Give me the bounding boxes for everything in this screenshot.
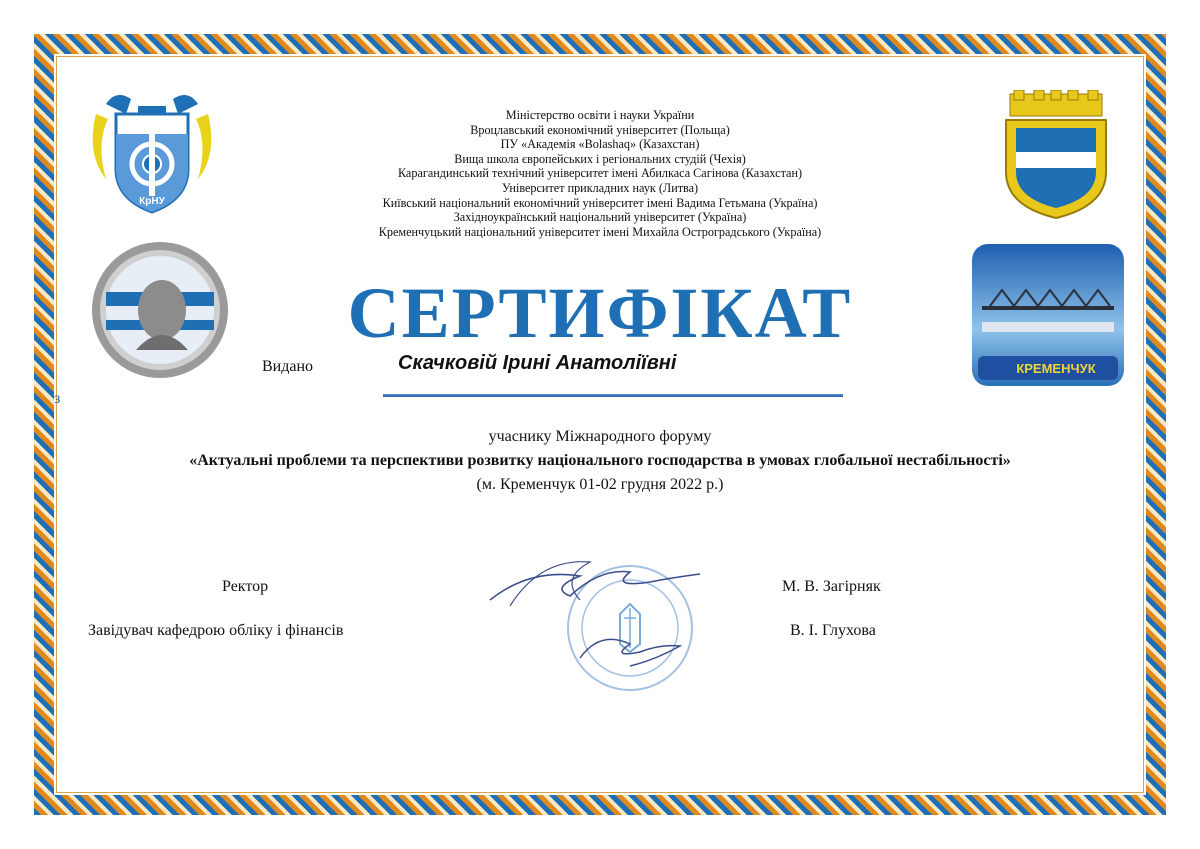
institutions-header — [300, 108, 900, 239]
recipient-underline — [383, 394, 843, 397]
official-stamp-seal — [480, 548, 720, 698]
place-date: (м. Кременчук 01-02 грудня 2022 р.) — [476, 476, 724, 493]
university-emblem-logo — [86, 84, 218, 218]
signatory-name: В. І. Глухова — [790, 622, 876, 639]
header-line: Університет прикладних наук (Литва) — [501, 180, 699, 195]
header-line: Кременчуцький національний університет імені Михайла Остроградського (Україна) — [378, 224, 822, 239]
signatory-position: Завідувач кафедрою обліку і фінансів — [88, 622, 344, 639]
city-banner-text: КРЕМЕНЧУК — [1016, 361, 1096, 376]
header-line: Вища школа європейських і регіональних студій (Чехія) — [454, 151, 746, 166]
issued-label: Видано — [262, 358, 314, 375]
header-line: Західноукраїнський національний університет (Україна) — [453, 210, 747, 225]
signatory-position: Ректор — [222, 578, 269, 595]
header-line: Київський національний економічний університет імені Вадима Гетьмана (Україна) — [382, 195, 818, 210]
emblem-text: КрНУ — [139, 196, 165, 207]
stray-character: з — [54, 390, 61, 407]
participant-text: учаснику Міжнародного форуму — [488, 428, 712, 445]
header-line: Міністерство освіти і науки України — [505, 108, 695, 122]
kremenchuk-city-image — [972, 244, 1124, 386]
city-crest-logo — [1000, 90, 1112, 220]
university-medallion-logo — [90, 240, 230, 380]
certificate-title: СЕРТИФІКАТ — [347, 273, 853, 353]
header-line: Карагандинський технічний університет імені Абилкаса Сагінова (Казахстан) — [397, 166, 803, 181]
header-line: ПУ «Академія «Bolashaq» (Казахстан) — [500, 137, 700, 152]
recipient-name: Скачковій Ірині Анатоліївні — [398, 352, 677, 374]
header-line: Вроцлавський економічний університет (Польща) — [470, 122, 730, 137]
signatory-name: М. В. Загірняк — [782, 578, 881, 595]
forum-name: «Актуальні проблеми та перспективи розвитку національного господарства в умовах глобальної нестабільності» — [189, 452, 1011, 469]
